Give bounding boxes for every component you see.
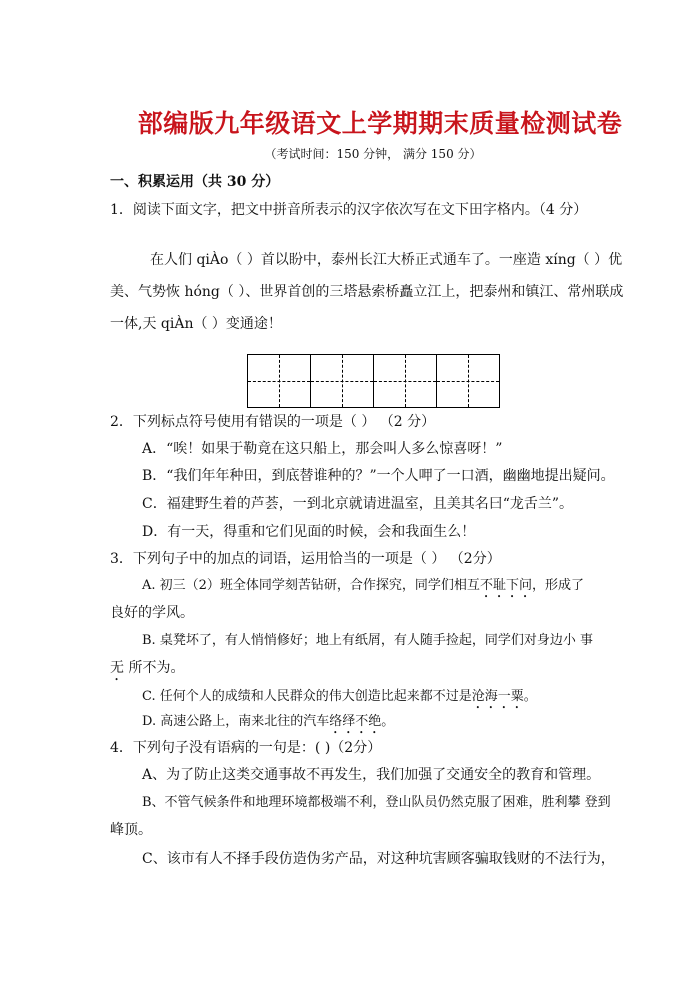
question-2-option-b: B．“我们年年种田，到底替谁种的？”一个人呷了一口酒，幽幽地提出疑问。 (142, 468, 615, 484)
answer-cell[interactable] (436, 354, 500, 408)
option-text: C. 任何个人的成绩和人民群众的伟大创造比起来都不过是 (142, 689, 472, 704)
option-text: 。 (381, 714, 395, 729)
question-4-option-b: B、不管气候条件和地理环境都极端不利，登山队员仍然克服了困难，胜利攀 登到 (142, 795, 611, 810)
page-title: 部编版九年级语文上学期期末质量检测试卷 (137, 109, 623, 138)
option-text: 所不为。 (124, 660, 185, 676)
question-4-stem: 4．下列句子没有语病的一句是：( )（2分） (110, 740, 382, 756)
question-4-option-c: C、该市有人不择手段仿造伪劣产品，对这种坑害顾客骗取钱财的不法行为， (142, 851, 615, 867)
question-1-passage-line-3: 一体,天 qiÀn（ ）变通途！ (110, 316, 282, 332)
answer-grid[interactable] (247, 354, 500, 408)
question-3-option-a (142, 576, 584, 601)
dotted-term: 不耻下问 (479, 578, 532, 593)
question-4-option-a: A、为了防止这类交通事故不再发生，我们加强了交通安全的教育和管理。 (142, 767, 601, 783)
option-text: A. 初三（2）班全体同学刻苦钻研，合作探究，同学们相互 (142, 578, 480, 593)
option-text: ，形成了 (531, 578, 584, 593)
dotted-term: 络绎不绝 (329, 714, 382, 729)
dotted-term: 沧海一粟 (471, 689, 524, 704)
answer-cell[interactable] (310, 354, 374, 408)
question-2-stem: 2．下列标点符号使用有错误的一项是（ ） （2 分） (110, 414, 436, 430)
exam-time-note: （考试时间：150 分钟， 满分 150 分） (264, 147, 482, 161)
question-1-stem: 1．阅读下面文字，把文中拼音所表示的汉字依次写在文下田字格内。（4 分） (110, 202, 588, 218)
answer-cell[interactable] (373, 354, 437, 408)
question-2-option-d: D．有一天，得重和它们见面的时候，会和我面生么！ (142, 524, 476, 540)
question-2-option-a: A．“唉！如果于勒竟在这只船上，那会叫人多么惊喜呀！” (142, 441, 503, 457)
question-3-option-d (142, 712, 394, 737)
dotted-term: 无 (110, 660, 124, 676)
question-3-option-b-line-2 (110, 658, 184, 684)
question-1-passage-line-2: 美、气势恢 hóng（ ）、世界首创的三塔悬索桥矗立江上，把泰州和镇江、常州联成 (110, 284, 624, 300)
question-3-stem: 3．下列句子中的加点的词语，运用恰当的一项是（ ） （2分） (110, 551, 501, 567)
section-heading: 一、积累运用（共 30 分） (110, 174, 280, 190)
question-3-option-c (142, 687, 537, 712)
question-3-option-b: B. 桌凳坏了，有人悄悄修好；地上有纸屑，有人随手捡起，同学们对身边小 事 (142, 633, 593, 648)
answer-cell[interactable] (247, 354, 311, 408)
question-1-passage-line-1: 在人们 qiÀo（ ）首以盼中，泰州长江大桥正式通车了。一座造 xíng（ ）优 (150, 252, 623, 268)
question-2-option-c: C．福建野生着的芦荟，一到北京就请进温室，且美其名曰“龙舌兰”。 (142, 496, 574, 512)
question-3-option-a-line-2: 良好的学风。 (110, 605, 194, 621)
option-text: 。 (523, 689, 537, 704)
question-4-option-b-line-2: 峰顶。 (110, 822, 152, 838)
option-text: D. 高速公路上，南来北往的汽车 (142, 714, 330, 729)
